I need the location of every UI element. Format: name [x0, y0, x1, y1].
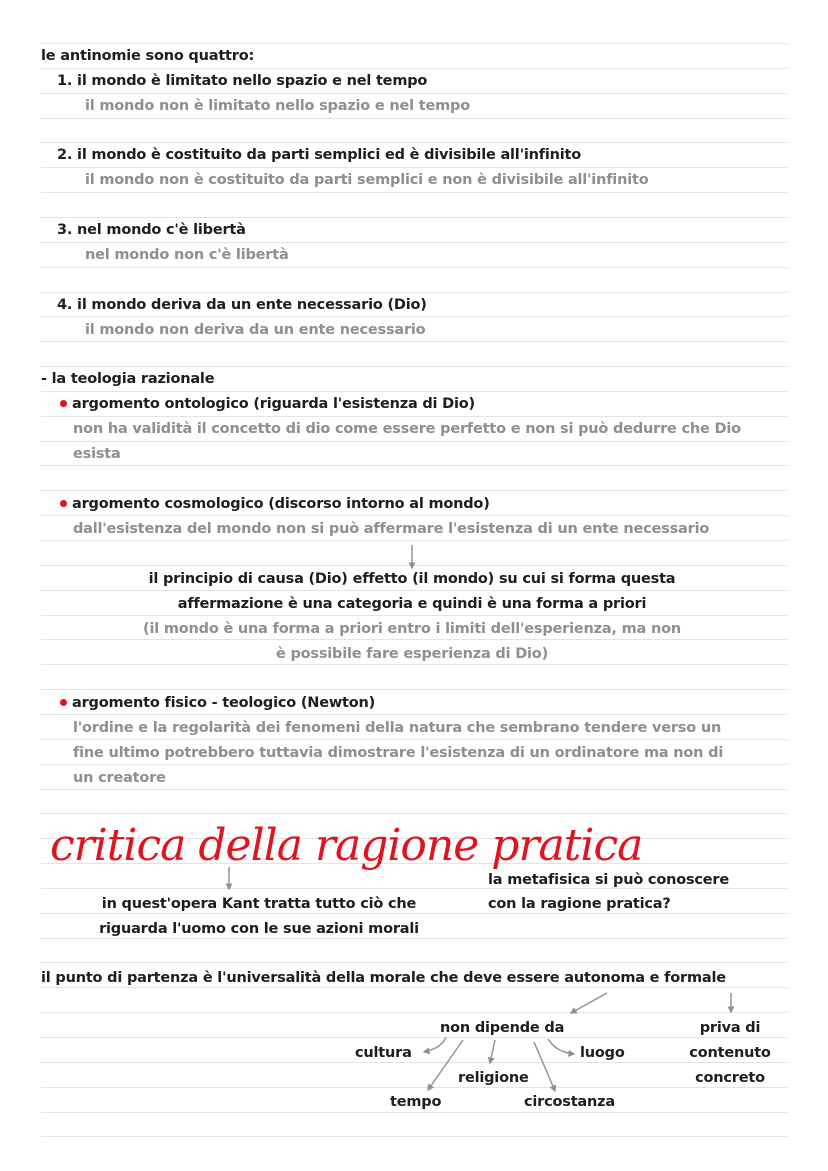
branch-circostanza: circostanza: [524, 1094, 615, 1110]
arrow-diagonal-icon: [571, 993, 607, 1013]
arrow-cultura-icon: [424, 1037, 446, 1052]
ruled-line: [41, 913, 787, 914]
left-note-line-1: in quest'opera Kant tratta tutto ciò che: [101, 896, 417, 912]
cosmological-line: dall'esistenza del mondo non si può affermare l'esistenza di un ente necessario: [73, 521, 710, 537]
antinomy-4-antithesis: il mondo non deriva da un ente necessario: [85, 322, 426, 338]
arrow-religione-icon: [490, 1040, 495, 1063]
ruled-line: [41, 1062, 787, 1063]
antinomy-1-thesis: 1. il mondo è limitato nello spazio e nel tempo: [57, 73, 428, 89]
formal-line-1: priva di: [699, 1020, 761, 1036]
physico-title: [60, 694, 375, 712]
ruled-line: [41, 391, 787, 392]
ontological-title: [60, 395, 475, 413]
ruled-line: [41, 341, 787, 342]
ruled-line: [41, 1112, 787, 1113]
formal-line-3: concreto: [695, 1070, 765, 1086]
ruled-line: [41, 764, 787, 765]
formal-line-2: contenuto: [689, 1045, 771, 1061]
bullet-icon: [60, 400, 67, 407]
antinomy-2-antithesis: il mondo non è costituito da parti semplici e non è divisibile all'infinito: [85, 172, 649, 188]
ruled-line: [41, 142, 787, 143]
ontological-title-text: argomento ontologico (riguarda l'esistenza di Dio): [72, 396, 475, 412]
ontological-line-2: esista: [73, 446, 121, 462]
starting-point: il punto di partenza è l'universalità della morale che deve essere autonoma e formale: [41, 970, 726, 986]
cosmological-title: [60, 495, 490, 513]
arrow-circostanza-icon: [534, 1042, 555, 1091]
ruled-line: [41, 938, 787, 939]
ruled-line: [41, 267, 787, 268]
arrow-luogo-icon: [548, 1039, 574, 1054]
ruled-line: [41, 689, 787, 690]
principle-line-2: affermazione è una categoria e quindi è una forma a priori: [177, 596, 647, 612]
ruled-line: [41, 316, 787, 317]
physico-line-3: un creatore: [73, 770, 166, 786]
ruled-line: [41, 813, 787, 814]
antinomy-3-antithesis: nel mondo non c'è libertà: [85, 247, 289, 263]
ruled-line: [41, 490, 787, 491]
branch-tempo: tempo: [390, 1094, 442, 1110]
ruled-line: [41, 1037, 787, 1038]
ruled-line: [41, 664, 787, 665]
ruled-line: [41, 615, 787, 616]
note-line-1: (il mondo è una forma a priori entro i limiti dell'esperienza, ma non: [143, 621, 681, 637]
branch-luogo: luogo: [580, 1045, 625, 1061]
antinomy-1-antithesis: il mondo non è limitato nello spazio e nel tempo: [85, 98, 470, 114]
ruled-line: [41, 292, 787, 293]
ruled-line: [41, 416, 787, 417]
ruled-line: [41, 590, 787, 591]
ruled-line: [41, 242, 787, 243]
note-line-2: è possibile fare esperienza di Dio): [275, 646, 549, 662]
ruled-line: [41, 789, 787, 790]
ruled-line: [41, 1136, 787, 1137]
antinomies-heading: le antinomie sono quattro:: [41, 48, 255, 64]
autonomous-label: non dipende da: [440, 1020, 565, 1036]
bullet-icon: [60, 500, 67, 507]
antinomy-4-thesis: 4. il mondo deriva da un ente necessario (Dio): [57, 297, 427, 313]
ruled-line: [41, 217, 787, 218]
principle-line-1: il principio di causa (Dio) effetto (il mondo) su cui si forma questa: [148, 571, 676, 587]
ruled-line: [41, 1087, 787, 1088]
ruled-line: [41, 987, 787, 988]
ontological-line-1: non ha validità il concetto di dio come essere perfetto e non si può dedurre che Dio: [73, 421, 741, 437]
ruled-line: [41, 118, 787, 119]
physico-line-1: l'ordine e la regolarità dei fenomeni della natura che sembrano tendere verso un: [73, 720, 722, 736]
ruled-line: [41, 441, 787, 442]
ruled-line: [41, 192, 787, 193]
branch-religione: religione: [458, 1070, 529, 1086]
left-note-line-2: riguarda l'uomo con le sue azioni morali: [99, 921, 419, 937]
ruled-line: [41, 93, 787, 94]
ruled-line: [41, 639, 787, 640]
ruled-line: [41, 465, 787, 466]
ruled-line: [41, 739, 787, 740]
physico-line-2: fine ultimo potrebbero tuttavia dimostrare l'esistenza di un ordinatore ma non di: [73, 745, 724, 761]
theology-heading: - la teologia razionale: [41, 371, 215, 387]
right-note-line-2: con la ragione pratica?: [488, 896, 671, 912]
ruled-line: [41, 540, 787, 541]
ruled-line: [41, 962, 787, 963]
physico-title-text: argomento fisico - teologico (Newton): [72, 695, 376, 711]
branch-cultura: cultura: [355, 1045, 412, 1061]
ruled-line: [41, 714, 787, 715]
right-note-line-1: la metafisica si può conoscere: [488, 872, 730, 888]
bullet-icon: [60, 699, 67, 706]
section-title: critica della ragione pratica: [50, 820, 643, 871]
ruled-line: [41, 515, 787, 516]
cosmological-title-text: argomento cosmologico (discorso intorno al mondo): [72, 496, 490, 512]
ruled-line: [41, 565, 787, 566]
ruled-line: [41, 68, 787, 69]
ruled-line: [41, 43, 787, 44]
ruled-line: [41, 366, 787, 367]
ruled-line: [41, 167, 787, 168]
antinomy-2-thesis: 2. il mondo è costituito da parti semplici ed è divisibile all'infinito: [57, 147, 581, 163]
ruled-line: [41, 1012, 787, 1013]
antinomy-3-thesis: 3. nel mondo c'è libertà: [57, 222, 246, 238]
